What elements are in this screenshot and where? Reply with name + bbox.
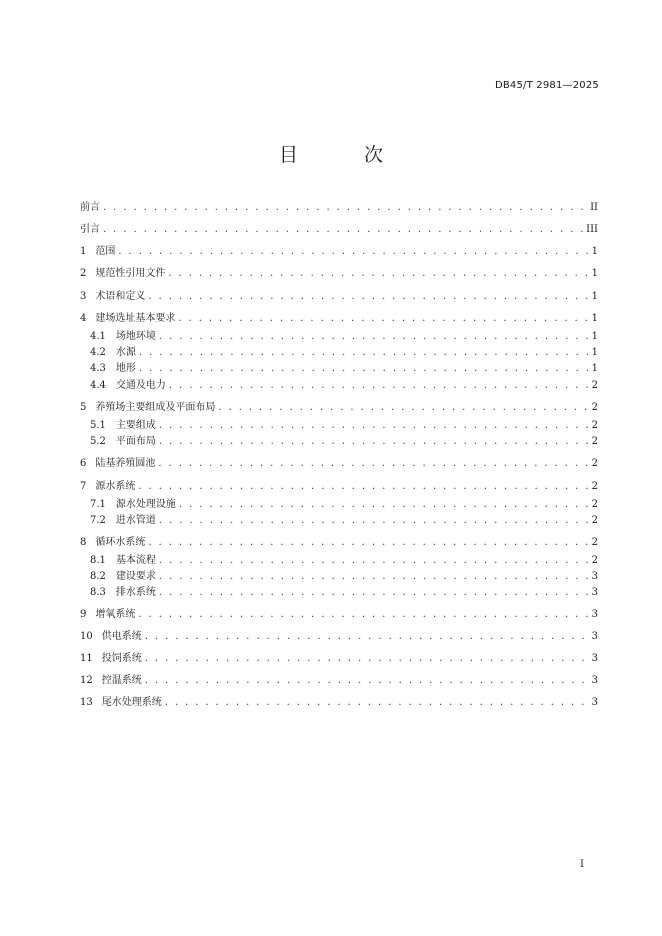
- toc-subentry[interactable]: [80, 378, 598, 394]
- toc-entry-label: 平面布局: [115, 436, 156, 447]
- toc-entry-number: 1: [80, 246, 87, 257]
- toc-entry-label: 尾水处理系统: [101, 697, 162, 708]
- toc-entry[interactable]: [80, 266, 598, 282]
- toc-entry-page: 1: [591, 363, 598, 374]
- toc-entry-label: 控温系统: [101, 675, 142, 686]
- toc-entry-number: 12: [80, 675, 93, 686]
- toc-entry-page: 3: [591, 675, 598, 686]
- toc-entry-number: 8.2: [90, 571, 106, 582]
- toc-entry-label: 主要组成: [115, 420, 156, 431]
- toc-entry[interactable]: [80, 200, 598, 216]
- toc-entry-page: 1: [591, 347, 598, 358]
- toc-entry-page: 1: [591, 246, 598, 257]
- toc-subentry[interactable]: [80, 497, 598, 513]
- toc-entry-label: 增氧系统: [95, 609, 136, 620]
- toc-entry-label: 源水处理设施: [115, 499, 176, 510]
- toc-entry-label: 场地环境: [115, 331, 156, 342]
- leader-dots: [159, 569, 589, 585]
- leader-dots: [169, 378, 589, 394]
- toc-entry-page: 1: [591, 291, 598, 302]
- toc-entry-page: 2: [591, 436, 598, 447]
- toc-entry[interactable]: [80, 400, 598, 416]
- toc-entry-page: 2: [591, 481, 598, 492]
- leader-dots: [145, 673, 589, 689]
- toc-entry-page: 2: [591, 458, 598, 469]
- toc-subentry[interactable]: [80, 569, 598, 585]
- toc-entry-number: 7.1: [90, 499, 106, 510]
- leader-dots: [118, 244, 588, 260]
- toc-entry[interactable]: [80, 629, 598, 645]
- leader-dots: [159, 418, 589, 434]
- leader-dots: [138, 479, 588, 495]
- toc-entry-label: 投饲系统: [101, 653, 142, 664]
- toc-subentry[interactable]: [80, 513, 598, 529]
- toc-entry-page: 3: [591, 587, 598, 598]
- toc-entry-number: 3: [80, 291, 87, 302]
- toc-entry[interactable]: [80, 222, 598, 238]
- toc-entry-label: 陆基养殖圆池: [95, 458, 156, 469]
- toc-entry-number: 8: [80, 537, 87, 548]
- toc-entry-page: 2: [591, 555, 598, 566]
- toc-entry-label: 基本流程: [115, 555, 156, 566]
- toc-subentry[interactable]: [80, 361, 598, 377]
- toc-subentry[interactable]: [80, 418, 598, 434]
- toc-entry[interactable]: [80, 311, 598, 327]
- leader-dots: [145, 651, 589, 667]
- toc-entry-page: 2: [591, 499, 598, 510]
- leader-dots: [218, 400, 588, 416]
- leader-dots: [103, 222, 583, 238]
- toc-entry[interactable]: [80, 695, 598, 711]
- toc-entry-page: 3: [591, 697, 598, 708]
- toc-entry-label: 源水系统: [95, 481, 136, 492]
- leader-dots: [179, 497, 589, 513]
- toc-entry-label: 范围: [95, 246, 116, 257]
- toc-entry-page: 1: [591, 313, 598, 324]
- toc-entry-label: 循环水系统: [95, 537, 146, 548]
- leader-dots: [159, 434, 589, 450]
- toc-subentry[interactable]: [80, 585, 598, 601]
- toc-entry-page: 2: [591, 402, 598, 413]
- toc-entry-number: 2: [80, 268, 87, 279]
- leader-dots: [103, 200, 587, 216]
- toc-subentry[interactable]: [80, 345, 598, 361]
- toc-entry-number: 4.4: [90, 380, 106, 391]
- toc-entry-page: II: [590, 202, 598, 213]
- toc-entry-label: 进水管道: [115, 515, 156, 526]
- toc-entry-number: 6: [80, 458, 87, 469]
- toc-entry[interactable]: [80, 244, 598, 260]
- toc-entry-label: 地形: [115, 363, 136, 374]
- toc-entry-label: 建场选址基本要求: [95, 313, 176, 324]
- toc-entry-label: 排水系统: [115, 587, 156, 598]
- toc-entry-page: 2: [591, 380, 598, 391]
- toc-entry-label: 规范性引用文件: [95, 268, 166, 279]
- toc-entry-label: 养殖场主要组成及平面布局: [95, 402, 216, 413]
- toc-entry-page: 1: [591, 268, 598, 279]
- toc-subentry[interactable]: [80, 553, 598, 569]
- leader-dots: [138, 607, 588, 623]
- toc-entry-page: 2: [591, 537, 598, 548]
- leader-dots: [168, 266, 588, 282]
- toc-entry-number: 10: [80, 631, 93, 642]
- toc-entry-number: 4.2: [90, 347, 106, 358]
- toc-entry-number: 7.2: [90, 515, 106, 526]
- toc-entry-number: 8.1: [90, 555, 106, 566]
- leader-dots: [145, 629, 589, 645]
- toc-entry-page: 3: [591, 609, 598, 620]
- toc-entry[interactable]: [80, 651, 598, 667]
- toc-entry[interactable]: [80, 289, 598, 305]
- toc-entry-label: 前言: [80, 202, 100, 213]
- toc-entry-label: 供电系统: [101, 631, 142, 642]
- leader-dots: [139, 361, 589, 377]
- toc-entry-label: 引言: [80, 224, 100, 235]
- document-code: DB45/T 2981—2025: [494, 80, 599, 91]
- toc-entry-page: III: [586, 224, 598, 235]
- toc-title: 目 次: [278, 144, 414, 166]
- toc-entry-number: 13: [80, 697, 93, 708]
- leader-dots: [178, 311, 588, 327]
- toc-entry-number: 11: [80, 653, 93, 664]
- toc-entry-number: 4.1: [90, 331, 106, 342]
- toc-entry-number: 5: [80, 402, 87, 413]
- toc-entry-number: 5.1: [90, 420, 106, 431]
- leader-dots: [165, 695, 589, 711]
- leader-dots: [158, 456, 588, 472]
- toc-entry-number: 7: [80, 481, 87, 492]
- toc-subentry[interactable]: [80, 434, 598, 450]
- toc-entry-page: 2: [591, 420, 598, 431]
- leader-dots: [148, 289, 588, 305]
- toc-entry-label: 交通及电力: [115, 380, 166, 391]
- leader-dots: [159, 513, 589, 529]
- toc-entry[interactable]: [80, 456, 598, 472]
- toc-entry-number: 4.3: [90, 363, 106, 374]
- leader-dots: [148, 535, 588, 551]
- toc-entry-page: 2: [591, 515, 598, 526]
- toc-entry-label: 术语和定义: [95, 291, 146, 302]
- toc-subentry[interactable]: [80, 329, 598, 345]
- page-number: I: [580, 859, 584, 870]
- toc-entry-page: 3: [591, 571, 598, 582]
- toc-entry-page: 3: [591, 631, 598, 642]
- toc-entry-label: 建设要求: [115, 571, 156, 582]
- toc-entry[interactable]: [80, 535, 598, 551]
- leader-dots: [159, 329, 589, 345]
- leader-dots: [159, 553, 589, 569]
- toc-entry-page: 1: [591, 331, 598, 342]
- toc-entry-number: 9: [80, 609, 87, 620]
- toc-entry-page: 3: [591, 653, 598, 664]
- toc-entry-number: 4: [80, 313, 87, 324]
- toc-entry-number: 5.2: [90, 436, 106, 447]
- leader-dots: [139, 345, 589, 361]
- toc-entry[interactable]: [80, 673, 598, 689]
- leader-dots: [159, 585, 589, 601]
- toc-entry[interactable]: [80, 479, 598, 495]
- toc-entry-number: 8.3: [90, 587, 106, 598]
- toc-entry[interactable]: [80, 607, 598, 623]
- toc-entry-label: 水源: [115, 347, 136, 358]
